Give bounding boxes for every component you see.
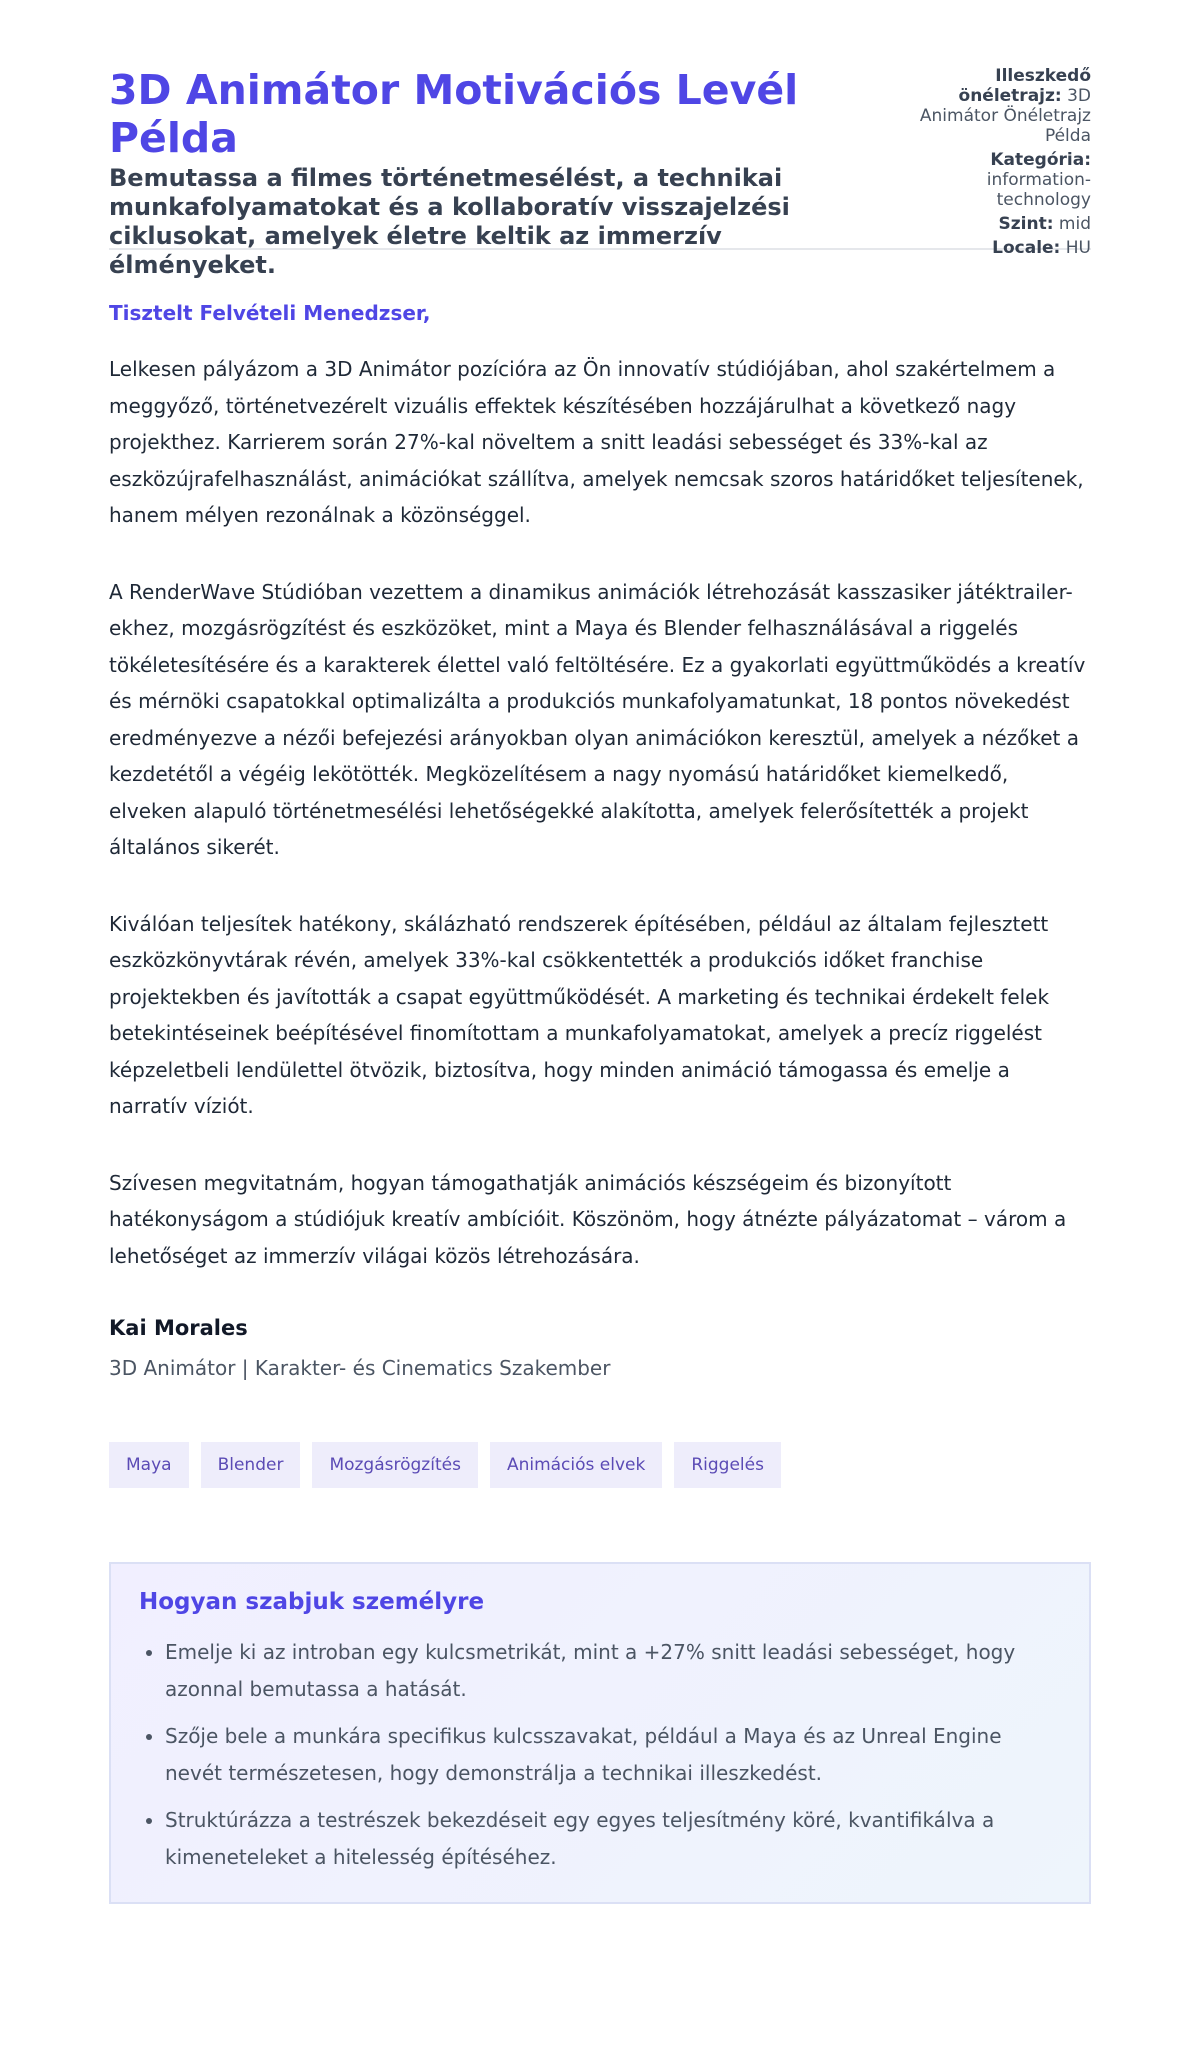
meta-level-key: Szint: (998, 214, 1054, 234)
letter-paragraph: A RenderWave Stúdióban vezettem a dinamikus animációk létrehozását kasszasiker játéktrailer-ekhez, mozgásrögzítést és eszközöket, mint a Maya és Blender felhasználásával a riggelés tökéletesítésére és a karakterek élettel való feltöltésére. Ez a gyakorlati együttműködés a kreatív és mérnöki csapatokkal optimalizálta a produkciós munkafolyamatunkat, 18 pontos növekedést eredményezve a nézői befejezési arányokban olyan animációkon keresztül, amelyek a nézőket a kezdetétől a végéig lekötötték. Megközelítésem a nagy nyomású határidőket kiemelkedő, elveken alapuló történetmesélési lehetőségekké alakította, amelyek felerősítették a projekt általános sikerét. (109, 579, 1086, 859)
page-header (109, 0, 1091, 279)
signature-name: Kai Morales (109, 1316, 248, 1340)
tip-item: • Szője bele a munkára specifikus kulcsszavakat, például a Maya és az Unreal Engine nevét természetesen, hogy demonstrálja a technikai illeszkedést. (165, 1718, 1061, 1792)
letter-paragraph: Lelkesen pályázom a 3D Animátor pozícióra az Ön innovatív stúdiójában, ahol szakértelmem a meggyőző, történetvezérelt vizuális effektek készítésében hozzájárulhat a következő nagy projekthez. Karrierem során 27%-kal növeltem a snitt leadási sebességet és 33%-kal az eszközújrafelhasználást, animációkat szállítva, amelyek nemcsak szoros határidőket teljesítenek, hanem mélyen rezonálnak a közönséggel. (109, 357, 1084, 527)
meta-category-key: Kategória: (990, 150, 1091, 170)
meta-locale-key: Locale: (992, 238, 1061, 258)
skill-tags (109, 1442, 1091, 1488)
meta-level (916, 214, 1091, 234)
meta-resume (916, 66, 1091, 146)
meta-level-value: mid (1058, 214, 1091, 234)
tips-list (139, 1634, 1061, 1876)
tip-item: • Emelje ki az introban egy kulcsmetrikát, mint a +27% snitt leadási sebességet, hogy azonnal bemutassa a hatását. (165, 1634, 1061, 1708)
signature-role: 3D Animátor | Karakter- és Cinematics Szakember (109, 1356, 611, 1380)
meta-panel (916, 66, 1091, 262)
meta-locale-value: HU (1065, 238, 1091, 258)
signature-block (109, 1314, 1091, 1382)
page-title: 3D Animátor Motivációs Levél Példa (109, 66, 799, 162)
skill-tag: Riggelés (674, 1442, 781, 1488)
letter-body (109, 351, 1091, 1274)
skill-tag: Blender (201, 1442, 301, 1488)
tips-title: Hogyan szabjuk személyre (139, 1589, 485, 1615)
letter-greeting: Tisztelt Felvételi Menedzser, (109, 301, 431, 325)
meta-category (916, 150, 1091, 210)
meta-resume-value: 3D Animátor Önéletrajz Példa (919, 86, 1091, 146)
skill-tag: Maya (109, 1442, 189, 1488)
meta-category-value: information-technology (986, 170, 1091, 210)
personalization-tips (109, 1562, 1091, 1904)
skill-tag: Animációs elvek (490, 1442, 662, 1488)
meta-resume-key: Illeszkedő önéletrajz: (958, 66, 1091, 106)
skill-tag: Mozgásrögzítés (312, 1442, 478, 1488)
letter-paragraph: Szívesen megvitatnám, hogyan támogathatják animációs készségeim és bizonyított hatékonyságom a stúdiójuk kreatív ambícióit. Köszönöm, hogy átnézte pályázatomat – várom a lehetőséget az immerzív világai közös létrehozására. (109, 1170, 1067, 1268)
page-subtitle: Bemutassa a filmes történetmesélést, a technikai munkafolyamatokat és a kollaboratív visszajelzési ciklusokat, amelyek életre keltik az immerzív élményeket. (109, 164, 790, 279)
meta-locale (916, 238, 1091, 258)
letter-paragraph: Kiválóan teljesítek hatékony, skálázható rendszerek építésében, például az általam fejlesztett eszközkönyvtárak révén, amelyek 33%-kal csökkentették a produkciós időket franchise projektekben és javították a csapat együttműködését. A marketing és technikai érdekelt felek betekintéseinek beépítésével finomítottam a munkafolyamatokat, amelyek a precíz riggelést képzeletbeli lendülettel ötvözik, biztosítva, hogy minden animáció támogassa és emelje a narratív víziót. (109, 911, 1050, 1118)
tip-item: • Struktúrázza a testrészek bekezdéseit egy egyes teljesítmény köré, kvantifikálva a kimeneteleket a hitelesség építéséhez. (165, 1802, 1061, 1876)
